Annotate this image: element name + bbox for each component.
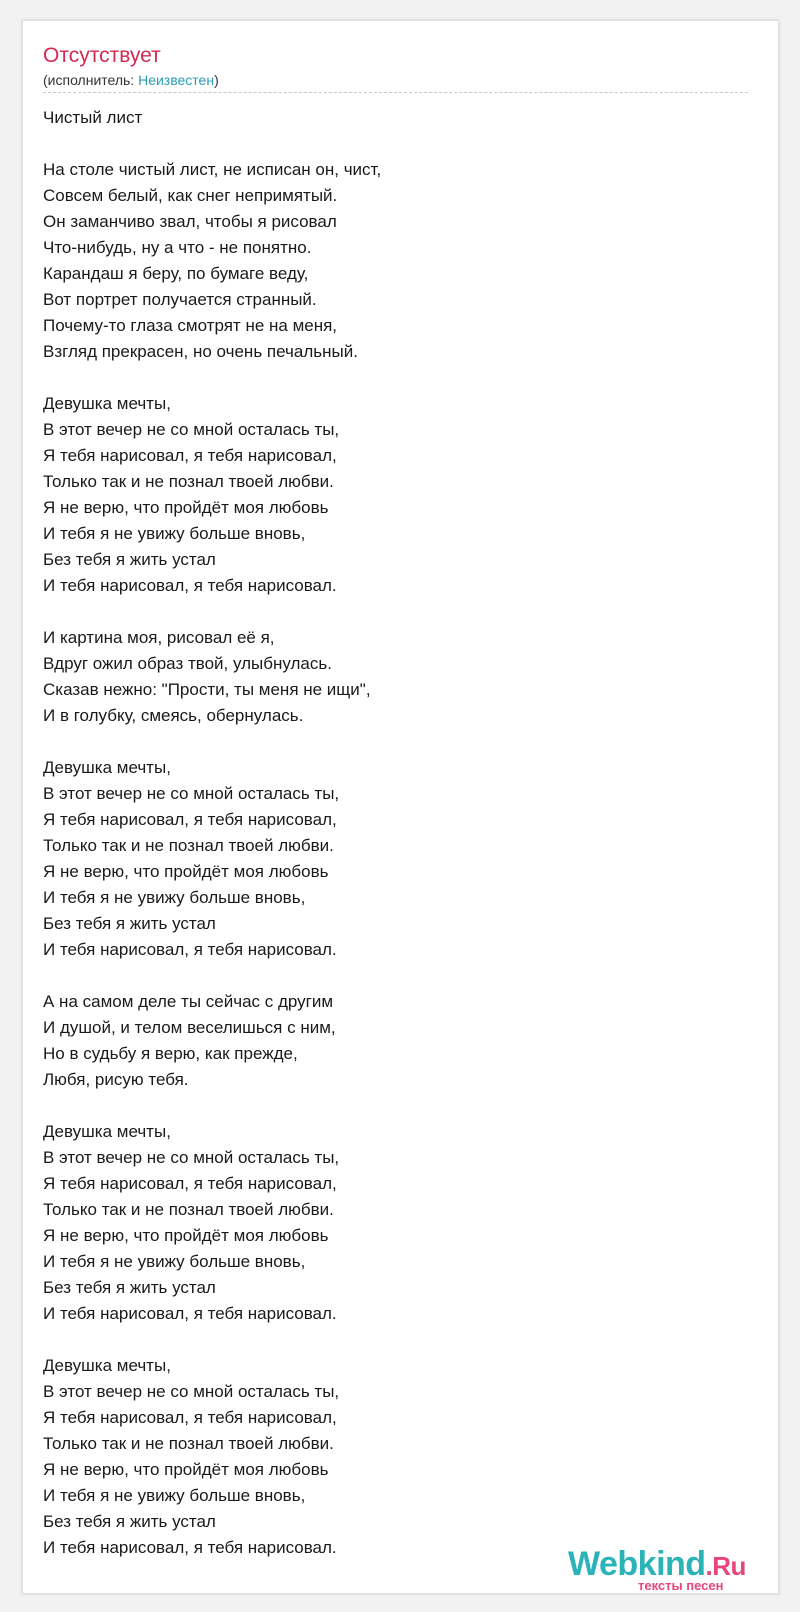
lyrics-page — [22, 20, 779, 1594]
logo-brand: Webkind — [568, 1545, 706, 1583]
site-logo[interactable] — [568, 1546, 768, 1596]
artist-prefix: (исполнитель: — [43, 72, 139, 88]
header-divider — [43, 92, 748, 93]
artist-line — [43, 71, 758, 89]
song-title: Отсутствует — [43, 44, 161, 67]
logo-tagline: тексты песен — [638, 1578, 724, 1593]
lyrics-text: Чистый лист На столе чистый лист, не исписан он, чист, Совсем белый, как снег непримятый. Он заманчиво звал, чтобы я рисовал Что-нибудь, ну а что - не понятно. Карандаш я беру, по бумаге веду, Вот портрет получается странный. Почему-то глаза смотрят не на меня, Взгляд прекрасен, но очень печальный. Девушка мечты, В этот вечер не со мной осталась ты, Я тебя нарисовал, я тебя нарисовал, Только так и не познал твоей любви. Я не верю, что пройдёт моя любовь И тебя я не увижу больше вновь, Без тебя я жить устал И тебя нарисовал, я тебя нарисовал. И картина моя, рисовал её я, Вдруг ожил образ твой, улыбнулась. Сказав нежно: "Прости, ты меня не ищи", И в голубку, смеясь, обернулась. Девушка мечты, В этот вечер не со мной осталась ты, Я тебя нарисовал, я тебя нарисовал, Только так и не познал твоей любви. Я не верю, что пройдёт моя любовь И тебя я не увижу больше вновь, Без тебя я жить устал И тебя нарисовал, я тебя нарисовал. А на самом деле ты сейчас с другим И душой, и телом веселишься с ним, Но в судьбу я верю, как прежде, Любя, рисую тебя. Девушка мечты, В этот вечер не со мной осталась ты, Я тебя нарисовал, я тебя нарисовал, Только так и не познал твоей любви. Я не верю, что пройдёт моя любовь И тебя я не увижу больше вновь, Без тебя я жить устал И тебя нарисовал, я тебя нарисовал. Девушка мечты, В этот вечер не со мной осталась ты, Я тебя нарисовал, я тебя нарисовал, Только так и не познал твоей любви. Я не верю, что пройдёт моя любовь И тебя я не увижу больше вновь, Без тебя я жить устал И тебя нарисовал, я тебя нарисовал. — [43, 108, 382, 1557]
artist-link[interactable]: Неизвестен — [138, 72, 215, 88]
artist-suffix: ) — [214, 72, 219, 88]
logo-tld: .Ru — [705, 1551, 746, 1581]
song-header — [43, 41, 758, 89]
